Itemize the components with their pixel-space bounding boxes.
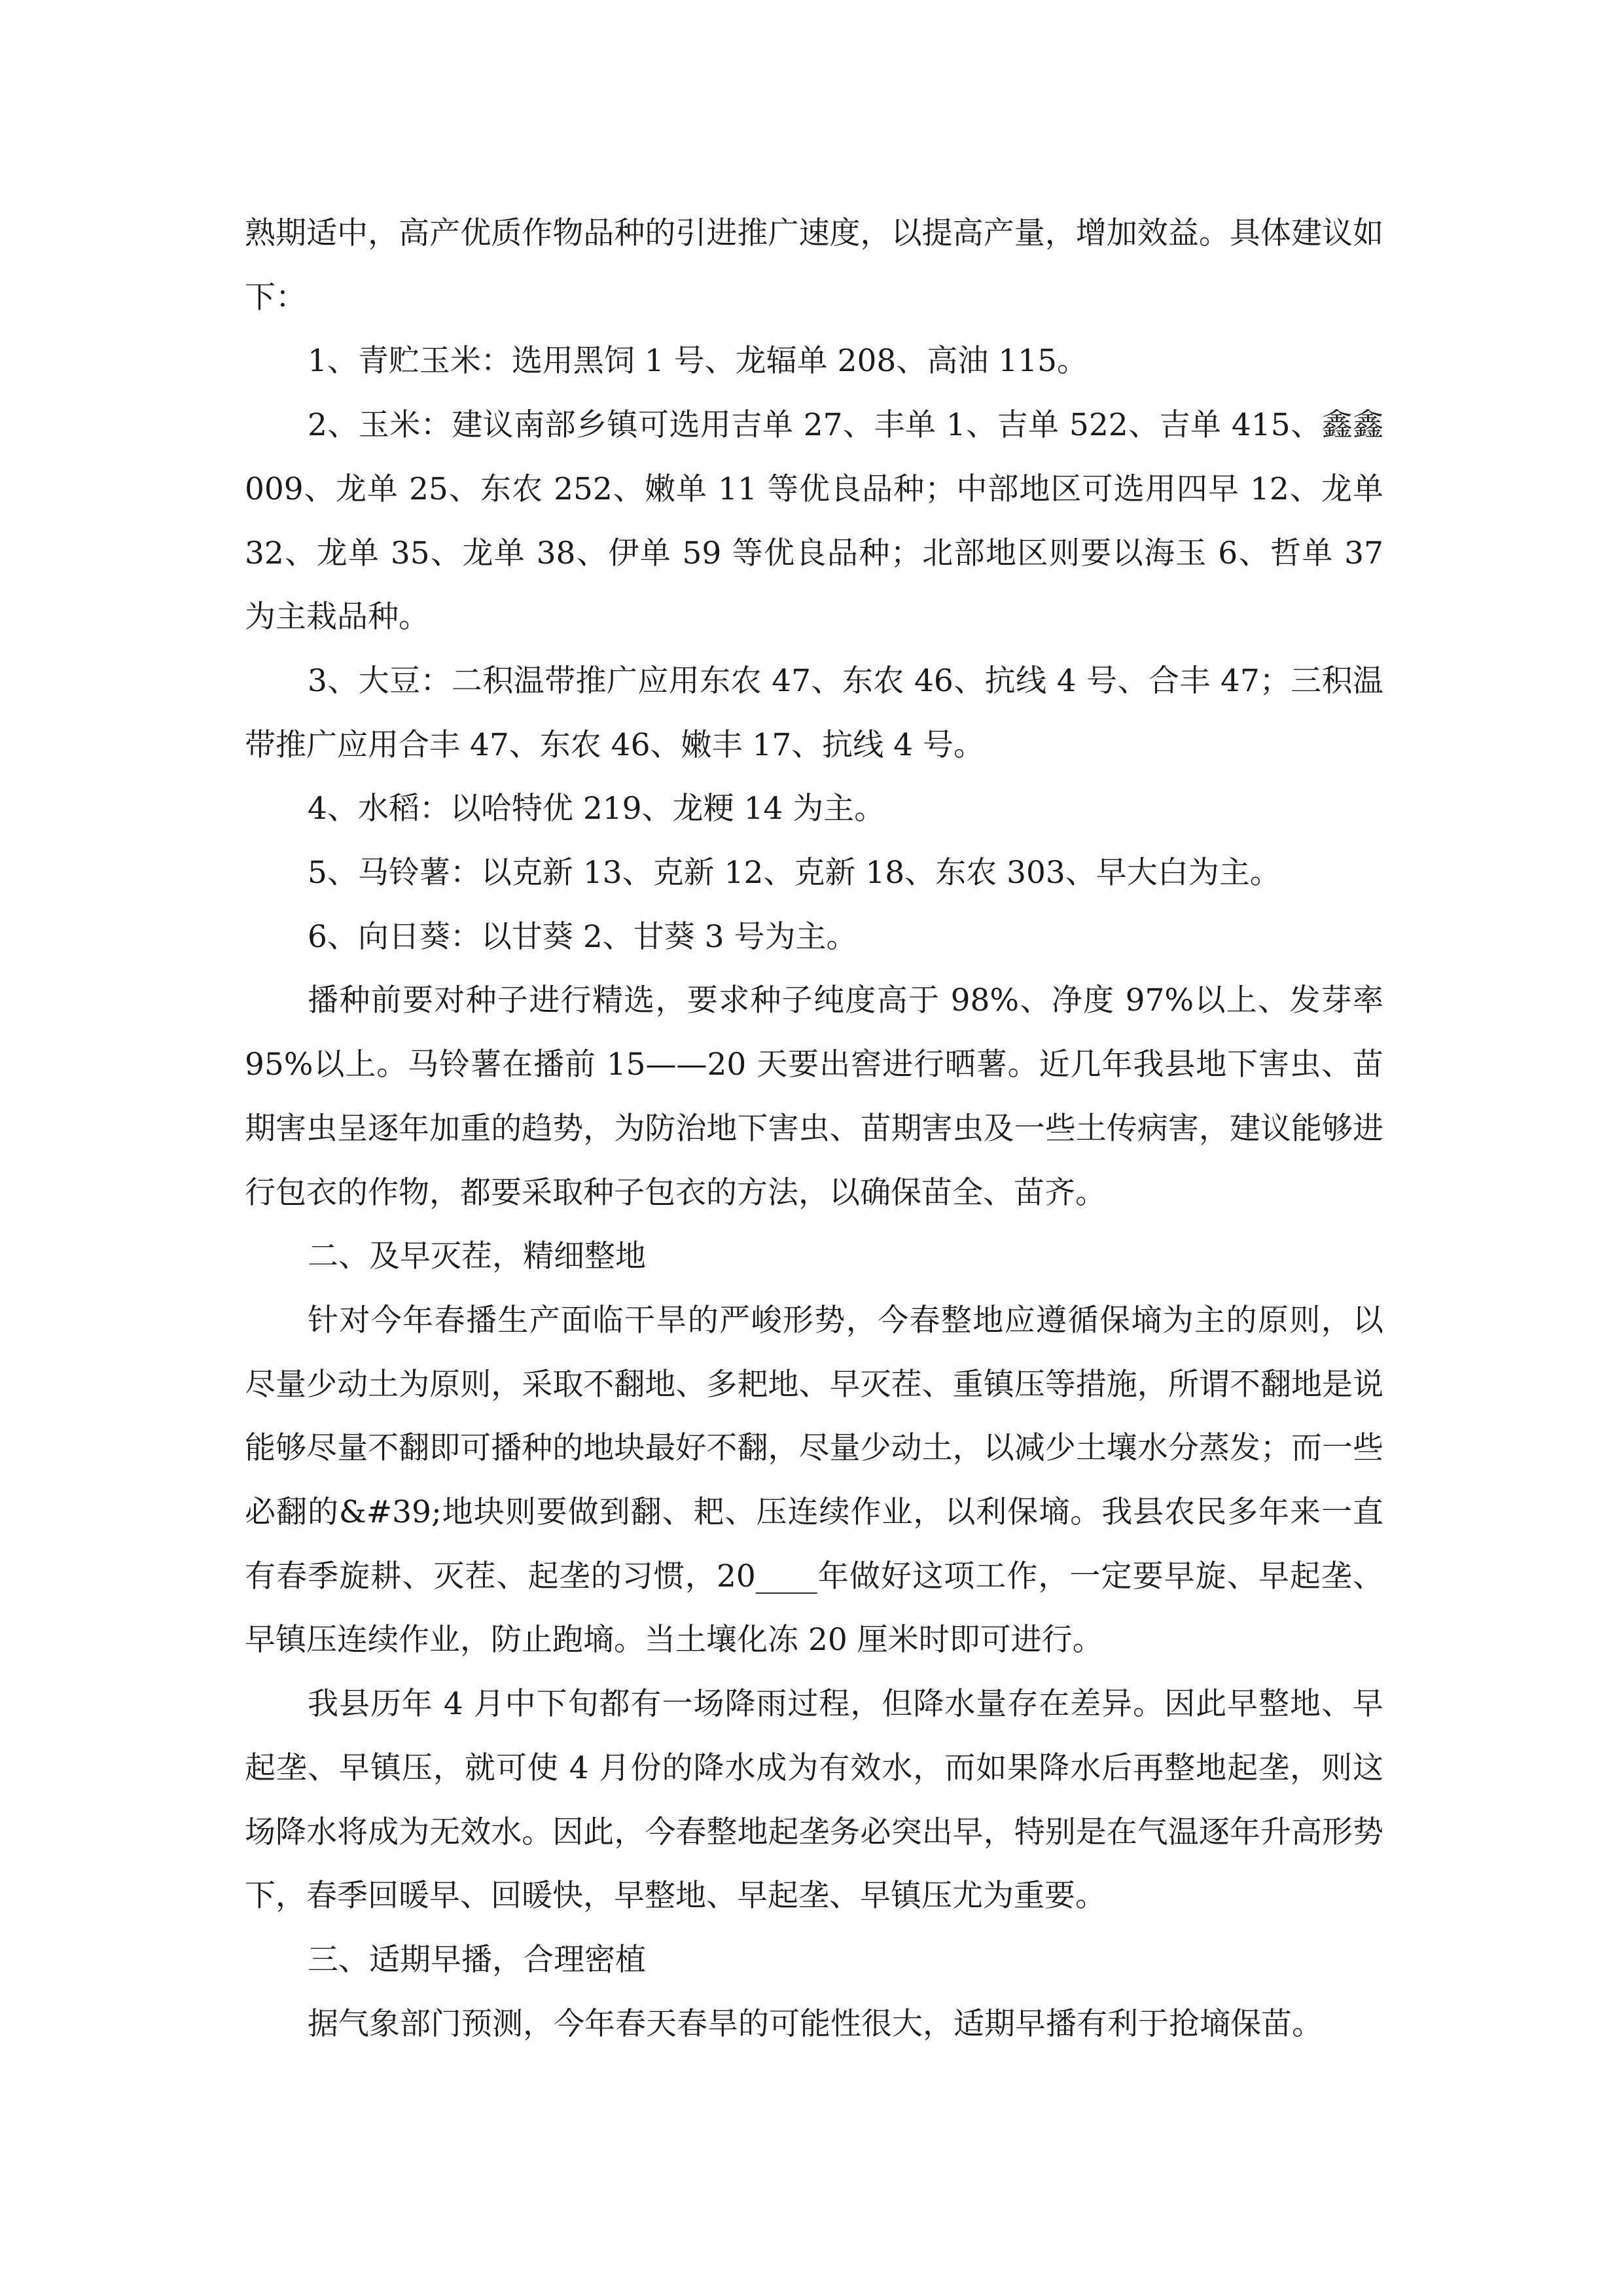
list-item-rice: 4、水稻：以哈特优 219、龙粳 14 为主。: [308, 791, 885, 827]
paragraph-weather-forecast: 据气象部门预测，今年春天春旱的可能性很大，适期早播有利于抢墒保苗。: [308, 2005, 1323, 2042]
paragraph-seed-selection: 播种前要对种子进行精选，要求种子纯度高于 98%、净度 97%以上、发芽率 95%以上。马铃薯在播前 15——20 天要出窖进行晒薯。近几年我县地下害虫、苗期害虫呈逐年加重的趋势，为防治地下害虫、苗期害虫及一些土传病害，建议能够进行包衣的作物，都要采取种子包衣的方法，以确保苗全、苗齐。: [245, 982, 1383, 1211]
document-body: [245, 202, 1383, 2056]
section-heading-2: 二、及早灭茬，精细整地: [308, 1238, 646, 1275]
list-item-silage-corn: 1、青贮玉米：选用黑饲 1 号、龙辐单 208、高油 115。: [308, 343, 1088, 380]
paragraph-land-preparation: 针对今年春播生产面临干旱的严峻形势，今春整地应遵循保墒为主的原则，以尽量少动土为原则，采取不翻地、多耙地、早灭茬、重镇压等措施，所谓不翻地是说能够尽量不翻即可播种的地块最好不翻，尽量少动土，以减少土壤水分蒸发；而一些必翻的&#39;地块则要做到翻、耙、压连续作业，以利保墒。我县农民多年来一直有春季旋耕、灭茬、起垄的习惯，20____年做好这项工作，一定要早旋、早起垄、早镇压连续作业，防止跑墒。当土壤化冻 20 厘米时即可进行。: [245, 1302, 1383, 1659]
list-item-potato: 5、马铃薯：以克新 13、克新 12、克新 18、东农 303、早大白为主。: [308, 855, 1281, 891]
list-item-soybean: 3、大豆：二积温带推广应用东农 47、东农 46、抗线 4 号、合丰 47；三积温带推广应用合丰 47、东农 46、嫩丰 17、抗线 4 号。: [245, 662, 1383, 763]
list-item-corn: 2、玉米：建议南部乡镇可选用吉单 27、丰单 1、吉单 522、吉单 415、鑫鑫 009、龙单 25、东农 252、嫩单 11 等优良品种；中部地区可选用四早 12、龙单 32、龙单 35、龙单 38、伊单 59 等优良品种；北部地区则要以海玉 6、哲单 37 为主栽品种。: [245, 407, 1383, 636]
paragraph-rainfall: 我县历年 4 月中下旬都有一场降雨过程，但降水量存在差异。因此早整地、早起垄、早镇压，就可使 4 月份的降水成为有效水，而如果降水后再整地起垄，则这场降水将成为无效水。因此，今春整地起垄务必突出早，特别是在气温逐年升高形势下，春季回暖早、回暖快，早整地、早起垄、早镇压尤为重要。: [245, 1686, 1383, 1914]
list-item-sunflower: 6、向日葵：以甘葵 2、甘葵 3 号为主。: [308, 918, 857, 955]
paragraph-continued: 熟期适中，高产优质作物品种的引进推广速度，以提高产量，增加效益。具体建议如下：: [245, 215, 1383, 315]
section-heading-3: 三、适期早播，合理密植: [308, 1941, 646, 1978]
